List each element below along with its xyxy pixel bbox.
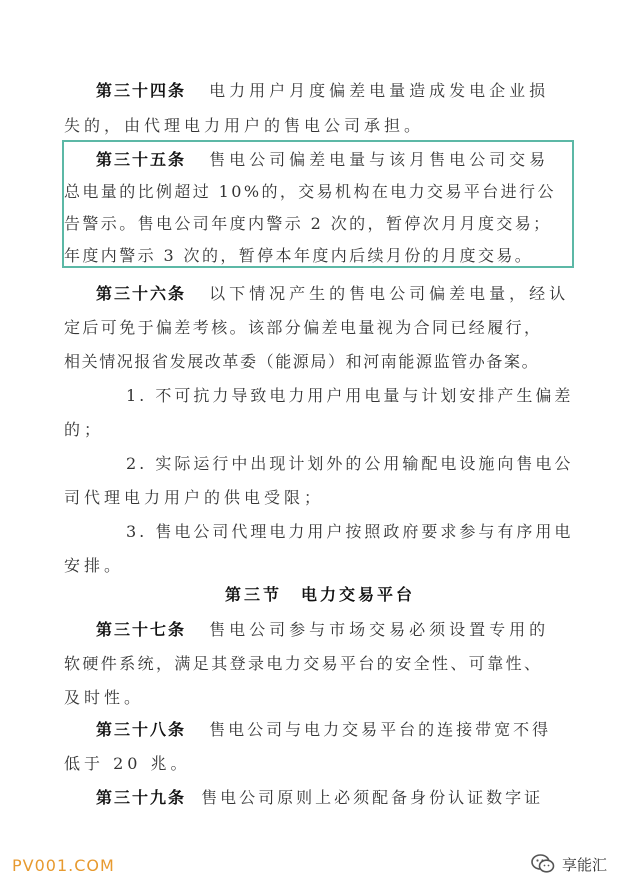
article-37-line-1 xyxy=(96,618,550,642)
article-36-line-3: 相关情况报省发展改革委（能源局）和河南能源监管办备案。 xyxy=(64,352,540,371)
article-39-text: 售电公司原则上必须配备身份认证数字证 xyxy=(201,788,544,807)
article-36-item-3-line-1: 3. 售电公司代理电力用户按照政府要求参与有序用电 xyxy=(126,522,574,541)
article-39-line-1 xyxy=(96,786,550,810)
article-37-text: 售电公司参与市场交易必须设置专用的 xyxy=(209,620,550,639)
wechat-icon xyxy=(530,851,556,877)
article-35-text: 售电公司偏差电量与该月售电公司交易 xyxy=(209,150,550,169)
article-39-heading: 第三十九条 xyxy=(96,788,187,807)
article-38-text: 售电公司与电力交易平台的连接带宽不得 xyxy=(209,720,552,739)
article-35-line-1 xyxy=(96,148,550,172)
article-37-line-3: 及时性。 xyxy=(64,688,145,707)
article-38-heading: 第三十八条 xyxy=(96,720,187,739)
article-36-item-3-line-2: 安排。 xyxy=(64,556,125,575)
article-38-line-2: 低于 20 兆。 xyxy=(64,754,191,773)
article-35-line-4: 年度内警示 3 次的，暂停本年度内后续月份的月度交易。 xyxy=(64,246,534,265)
article-35-line-3: 告警示。售电公司年度内警示 2 次的，暂停次月月度交易； xyxy=(64,214,552,233)
article-35-line-2: 总电量的比例超过 10%的，交易机构在电力交易平台进行公 xyxy=(64,182,556,201)
article-35-heading: 第三十五条 xyxy=(96,150,187,169)
brand-name: 享能汇 xyxy=(562,855,608,874)
article-36-item-1-line-1: 1. 不可抗力导致电力用户用电量与计划安排产生偏差 xyxy=(126,386,574,405)
article-37-line-2: 软硬件系统，满足其登录电力交易平台的安全性、可靠性、 xyxy=(64,654,543,673)
article-37-heading: 第三十七条 xyxy=(96,620,187,639)
article-36-line-1 xyxy=(96,282,570,306)
article-34-text: 电力用户月度偏差电量造成发电企业损 xyxy=(209,81,550,100)
article-36-item-2-line-2: 司代理电力用户的供电受限； xyxy=(64,488,325,507)
article-36-item-2-line-1: 2. 实际运行中出现计划外的公用输配电设施向售电公 xyxy=(126,454,574,473)
article-34-heading: 第三十四条 xyxy=(96,81,187,100)
article-36-line-2: 定后可免于偏差考核。该部分偏差电量视为合同已经履行， xyxy=(64,318,543,337)
article-36-item-1-line-2: 的； xyxy=(64,420,105,439)
article-36-heading: 第三十六条 xyxy=(96,284,187,303)
brand-watermark xyxy=(530,851,607,877)
article-38-line-1 xyxy=(96,718,550,742)
article-34-line-2: 失的，由代理电力用户的售电公司承担。 xyxy=(64,116,425,135)
article-34-line-1 xyxy=(96,79,550,103)
source-watermark: PV001.COM xyxy=(12,856,115,875)
article-36-text: 以下情况产生的售电公司偏差电量，经认 xyxy=(209,284,570,303)
section-3-title: 第三节 电力交易平台 xyxy=(224,585,415,604)
